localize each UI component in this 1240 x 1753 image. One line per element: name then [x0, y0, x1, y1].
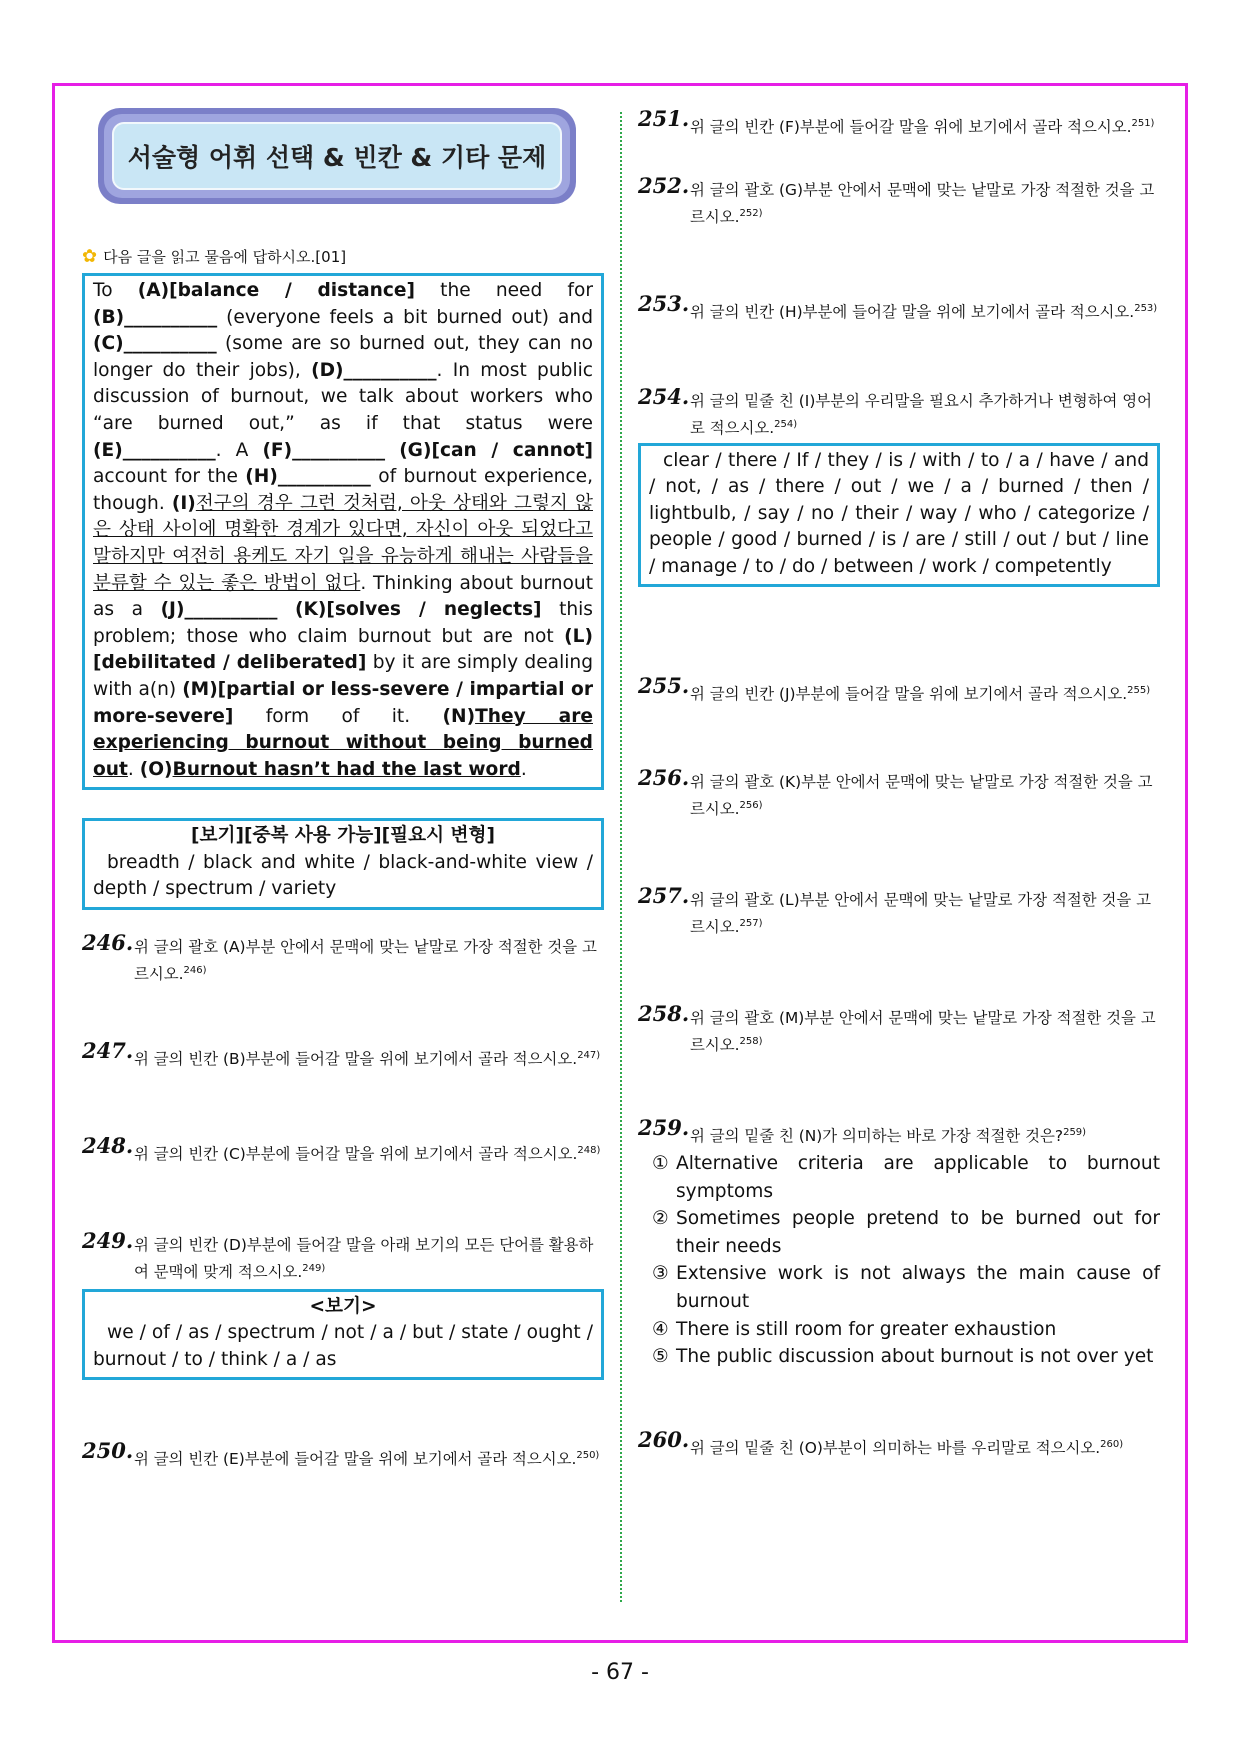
question-247: 247 . 위 글의 빈칸 (B)부분에 들어갈 말을 위에 보기에서 골라 적으시오.$^{247)}$ — [82, 1044, 604, 1071]
blank-h: (H)__________ — [245, 466, 371, 488]
question-248: 248 . 위 글의 빈칸 (C)부분에 들어갈 말을 위에 보기에서 골라 적으시오.$^{248)}$ — [82, 1139, 604, 1166]
question-249: 249 . 위 글의 빈칸 (D)부분에 들어갈 말을 아래 보기의 모든 단어를 활용하여 문맥에 맞게 적으시오.$^{249)}$ — [82, 1234, 604, 1284]
question-number: 251 . — [638, 107, 689, 130]
question-number: 253 . — [638, 292, 689, 315]
underlined-sentence-n: They are experiencing burnout without being burned out — [93, 705, 593, 780]
question-number: 258 . — [638, 1002, 689, 1025]
question-number: 247 . — [82, 1039, 133, 1062]
instruction-text: 다음 글을 읽고 물음에 답하시오.[01] — [103, 248, 347, 266]
word-box-254 — [638, 443, 1160, 588]
underlined-sentence-o: Burnout hasn’t had the last word — [172, 758, 521, 780]
option-3[interactable]: ③ Extensive work is not always the main cause of burnout — [652, 1263, 1160, 1313]
word-box-text: clear / there / If / they / is / with / to / a / have / and / not, / as / there / out / we / a / burned / then / lightbulb, / say / no / their / way / who / categorize / people / good / burned / is / are / still / out / but / line / manage / to / do / between / work / competently — [649, 449, 1149, 577]
answer-options — [638, 1150, 1160, 1371]
word-bank-box — [82, 818, 604, 910]
question-number: 260 . — [638, 1428, 689, 1451]
question-number: 254 . — [638, 385, 689, 408]
question-number: 257 . — [638, 884, 689, 907]
question-number: 252 . — [638, 174, 689, 197]
choice-m: (M)[partial or less-severe / impartial or more-severe] — [93, 678, 593, 727]
passage-box: To (A)[balance / distance] the need for (B)__________ (everyone feels a bit burned out) and (C)__________ (some are so burned out, they can no longer do their jobs), (D)__________. In most public discussion of burnout, we talk about workers who “are burned out,” as if that status were (E)__________. A (F)__________ (G)[can / cannot] account for the (H)__________ of burnout experience, though. (I)전구의 경우 그런 것처럼, 아웃 상태와 그렇지 않은 상태 사이에 명확한 경계가 있다면, 자신이 아웃 되었다고 말하지만 여전히 용케도 자기 일을 유능하게 해내는 사람들을 분류할 수 있는 좋은 방법이 없다. Thinking about burnout as a (J)__________ (K)[solves / neglects] this problem; those who claim burnout but are not (L)[debilitated / deliberated] by it are simply dealing with a(n) (M)[partial or less-severe / impartial or more-severe] form of it. (N)They are experiencing burnout without being burned out. (O)Burnout hasn’t had the last word. — [82, 273, 604, 790]
question-253: 253 . 위 글의 빈칸 (H)부분에 들어갈 말을 위에 보기에서 골라 적으시오.$^{253)}$ — [638, 297, 1160, 324]
choice-k: (K)[solves / neglects] — [295, 599, 542, 621]
word-bank-header: [보기][중복 사용 가능][필요시 변형] — [191, 825, 495, 847]
question-number: 249 . — [82, 1229, 133, 1252]
right-column — [638, 106, 1160, 1460]
blank-c: (C)__________ — [93, 333, 217, 355]
label-n: (N) — [442, 705, 476, 727]
left-column — [82, 108, 604, 1471]
flower-icon: ✿ — [82, 245, 98, 267]
question-256: 256 . 위 글의 괄호 (K)부분 안에서 문맥에 맞는 낱말로 가장 적절한 것을 고르시오.$^{256)}$ — [638, 771, 1160, 821]
question-260: 260 . 위 글의 밑줄 친 (O)부분이 의미하는 바를 우리말로 적으시오.$^{260)}$ — [638, 1433, 1160, 1460]
question-252: 252 . 위 글의 괄호 (G)부분 안에서 문맥에 맞는 낱말로 가장 적절한 것을 고르시오.$^{252)}$ — [638, 179, 1160, 229]
section-title-banner — [98, 108, 576, 204]
question-259: 259 . 위 글의 밑줄 친 (N)가 의미하는 바로 가장 적절한 것은?$^{259)}$ — [638, 1121, 1160, 1148]
question-255: 255 . 위 글의 빈칸 (J)부분에 들어갈 말을 위에 보기에서 골라 적으시오.$^{255)}$ — [638, 679, 1160, 706]
question-number: 248 . — [82, 1134, 133, 1157]
question-number: 255 . — [638, 674, 689, 697]
label-i: (I) — [171, 492, 196, 514]
choice-a: (A)[balance / distance] — [137, 280, 416, 301]
question-254: 254 . 위 글의 밑줄 친 (I)부분의 우리말을 필요시 추가하거나 변형하여 영어로 적으시오.$^{254)}$ — [638, 390, 1160, 440]
label-o: (O) — [139, 758, 173, 780]
question-number: 250 . — [82, 1439, 133, 1462]
option-4[interactable]: ④ There is still room for greater exhaustion — [652, 1318, 1057, 1340]
column-divider — [620, 112, 622, 1602]
question-251: 251 . 위 글의 빈칸 (F)부분에 들어갈 말을 위에 보기에서 골라 적으시오.$^{251)}$ — [638, 112, 1160, 139]
instruction — [82, 246, 604, 267]
question-250: 250 . 위 글의 빈칸 (E)부분에 들어갈 말을 위에 보기에서 골라 적으시오.$^{250)}$ — [82, 1444, 604, 1471]
question-number: 256 . — [638, 766, 689, 789]
choice-g: (G)[can / cannot] — [399, 439, 593, 461]
question-257: 257 . 위 글의 괄호 (L)부분 안에서 문맥에 맞는 낱말로 가장 적절한 것을 고르시오.$^{257)}$ — [638, 889, 1160, 939]
option-2[interactable]: ② Sometimes people pretend to be burned out for their needs — [652, 1208, 1160, 1257]
question-number: 246 . — [82, 931, 133, 954]
question-258: 258 . 위 글의 괄호 (M)부분 안에서 문맥에 맞는 낱말로 가장 적절한 것을 고르시오.$^{258)}$ — [638, 1007, 1160, 1057]
option-1[interactable]: ① Alternative criteria are applicable to burnout symptoms — [652, 1153, 1160, 1202]
blank-f: (F)__________ — [262, 439, 386, 461]
choice-l: (L)[debilitated / deliberated] — [93, 625, 593, 674]
option-5[interactable]: ⑤ The public discussion about burnout is not over yet — [652, 1346, 1154, 1368]
question-246: 246 . 위 글의 괄호 (A)부분 안에서 문맥에 맞는 낱말로 가장 적절한 것을 고르시오.$^{246)}$ — [82, 936, 604, 986]
word-box-header: <보기> — [309, 1295, 377, 1317]
word-box-text: we / of / as / spectrum / not / a / but / state / ought / burnout / to / think / a / as — [93, 1322, 593, 1370]
word-box-249 — [82, 1289, 604, 1381]
underlined-korean-i: 전구의 경우 그런 것처럼, 아웃 상태와 그렇지 않은 상태 사이에 명확한 경계가 있다면, 자신이 아웃 되었다고 말하지만 여전히 용케도 자기 일을 유능하게 해내는 사람들을 분류할 수 있는 좋은 방법이 없다 — [93, 492, 593, 594]
blank-e: (E)__________ — [93, 439, 216, 461]
blank-d: (D)__________ — [311, 359, 437, 381]
page-number: - 67 - — [591, 1660, 649, 1685]
blank-j: (J)__________ — [160, 599, 278, 621]
word-bank-text: breadth / black and white / black-and-white view / depth / spectrum / variety — [93, 851, 593, 900]
question-number: 259 . — [638, 1116, 689, 1139]
section-title: 서술형 어휘 선택 & 빈칸 & 기타 문제 — [112, 122, 562, 190]
blank-b: (B)__________ — [93, 306, 218, 328]
